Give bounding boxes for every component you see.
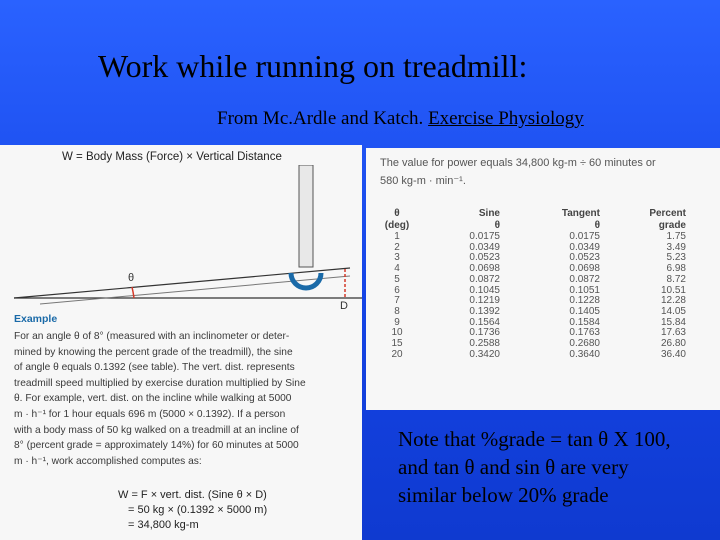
calc-line: = 50 kg × (0.1392 × 5000 m) — [128, 504, 268, 516]
table-cell: 0.0523 — [569, 252, 600, 264]
work-formula: W = Body Mass (Force) × Vertical Distance — [62, 151, 282, 163]
table-cell: 8.72 — [666, 273, 686, 285]
angle-label: θ — [128, 272, 135, 284]
example-line: mined by knowing the percent grade of the treadmill), the sine — [14, 346, 293, 358]
table-row — [376, 275, 686, 286]
table-cell: 0.0349 — [469, 241, 500, 253]
table-cell: 3.49 — [666, 241, 686, 253]
table-row — [376, 243, 686, 254]
table-cell: 12.28 — [660, 295, 686, 307]
table-row — [376, 286, 686, 297]
note-line: Note that %grade = tan θ X 100, — [398, 427, 671, 451]
table-cell: 15.84 — [660, 316, 686, 328]
subtitle-book-link[interactable]: Exercise Physiology — [428, 108, 584, 129]
table-cell: 36.40 — [660, 348, 686, 360]
table-body — [376, 232, 686, 360]
table-cell: 9 — [394, 316, 400, 328]
calc-line: W = F × vert. dist. (Sine θ × D) — [118, 489, 267, 501]
table-row — [376, 264, 686, 275]
note-line: similar below 20% grade — [398, 483, 609, 507]
table-cell: 0.3640 — [569, 348, 600, 360]
header-sine: Sine θ — [478, 208, 500, 231]
left-scan-panel — [0, 145, 362, 540]
table-cell: 0.1219 — [469, 295, 500, 307]
power-text — [380, 154, 656, 190]
table-row — [376, 318, 686, 329]
table-cell: 10.51 — [660, 284, 686, 296]
table-cell: 7 — [394, 295, 400, 307]
table-cell: 0.0349 — [569, 241, 600, 253]
example-line: of angle θ equals 0.1392 (see table). The vert. dist. represents — [14, 362, 295, 374]
table-cell: 1 — [394, 231, 400, 242]
table-cell: 0.1564 — [469, 316, 500, 328]
power-line: The value for power equals 34,800 kg-m ÷ 60 minutes or — [380, 157, 656, 169]
table-cell: 5.23 — [666, 252, 686, 264]
table-row — [376, 328, 686, 339]
work-calculation — [118, 488, 267, 533]
table-row — [376, 339, 686, 350]
table-row — [376, 296, 686, 307]
table-cell: 10 — [391, 327, 403, 339]
table-row — [376, 350, 686, 361]
table-cell: 0.1392 — [469, 305, 500, 317]
treadmill-diagram — [0, 165, 362, 315]
slide-subtitle — [217, 108, 584, 130]
table-cell: 6 — [394, 284, 400, 296]
table-cell: 0.0175 — [569, 231, 600, 242]
power-line: 580 kg-m · min⁻¹. — [380, 175, 466, 187]
table-cell: 14.05 — [660, 305, 686, 317]
table-cell: 0.1584 — [569, 316, 600, 328]
table-cell: 0.1763 — [569, 327, 600, 339]
table-cell: 0.2680 — [569, 338, 600, 350]
example-line: For an angle θ of 8° (measured with an inclinometer or deter- — [14, 331, 290, 342]
example-line: m · h⁻¹, work accomplished computes as: — [14, 455, 202, 467]
table-cell: 26.80 — [660, 338, 686, 350]
table-cell: 0.2588 — [469, 338, 500, 350]
table-row — [376, 232, 686, 243]
distance-label: D — [340, 300, 348, 312]
table-cell: 2 — [394, 241, 400, 253]
example-line: with a body mass of 50 kg walked on a treadmill at an incline of — [14, 424, 299, 436]
example-line: 8° (percent grade = approximately 14%) for 60 minutes at 5000 — [14, 440, 299, 452]
table-cell: 17.63 — [660, 327, 686, 339]
table-row — [376, 307, 686, 318]
table-cell: 6.98 — [666, 263, 686, 275]
table-cell: 0.0872 — [469, 273, 500, 285]
table-cell: 4 — [394, 263, 400, 275]
table-cell: 0.3420 — [469, 348, 500, 360]
right-scan-panel — [366, 148, 720, 410]
table-header-row — [376, 208, 686, 232]
table-cell: 8 — [394, 305, 400, 317]
note-line: and tan θ and sin θ are very — [398, 455, 629, 479]
table-cell: 0.0175 — [469, 231, 500, 242]
example-line: m · h⁻¹ for 1 hour equals 696 m (5000 × 0.1392). If a person — [14, 408, 286, 420]
table-cell: 0.0523 — [469, 252, 500, 264]
note-text — [398, 425, 716, 509]
example-line: θ. For example, vert. dist. on the incline while walking at 5000 — [14, 393, 292, 405]
table-row — [376, 253, 686, 264]
table-cell: 20 — [391, 348, 403, 360]
table-cell: 0.1051 — [569, 284, 600, 296]
subtitle-source: From Mc.Ardle and Katch. — [217, 108, 424, 129]
header-percent-grade: Percent grade — [649, 208, 686, 231]
table-cell: 0.0698 — [469, 263, 500, 275]
table-cell: 5 — [394, 273, 400, 285]
table-cell: 0.0698 — [569, 263, 600, 275]
table-cell: 0.1736 — [469, 327, 500, 339]
example-line: treadmill speed multiplied by exercise duration multiplied by Sine — [14, 377, 306, 389]
table-cell: 0.1405 — [569, 305, 600, 317]
example-heading: Example — [14, 313, 58, 325]
calc-line: = 34,800 kg-m — [128, 519, 199, 531]
table-cell: 0.1228 — [569, 295, 600, 307]
table-cell: 0.0872 — [569, 273, 600, 285]
table-cell: 15 — [391, 338, 403, 350]
header-tangent: Tangent θ — [561, 208, 600, 231]
example-text — [14, 329, 356, 469]
table-cell: 3 — [394, 252, 400, 264]
table-cell: 1.75 — [666, 231, 686, 242]
angle-table — [376, 208, 686, 360]
table-cell: 0.1045 — [469, 284, 500, 296]
header-angle: θ (deg) — [384, 208, 410, 231]
slide-title: Work while running on treadmill: — [98, 48, 528, 84]
